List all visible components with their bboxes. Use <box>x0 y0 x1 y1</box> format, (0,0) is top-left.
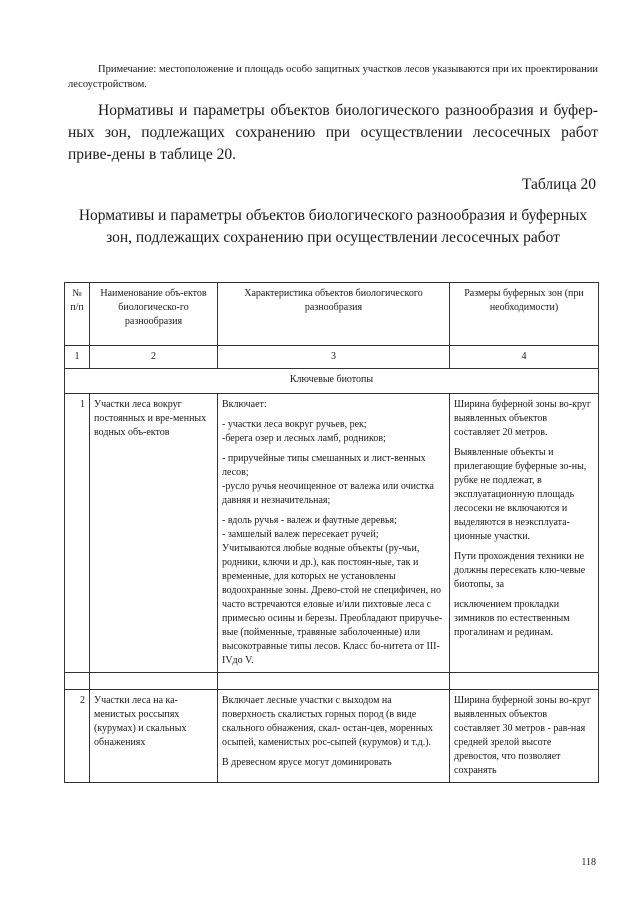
header-buffer-size: Размеры буферных зон (при необходимости) <box>450 283 599 346</box>
size-line: Ширина буферной зоны во-круг выявленных объектов составляет 20 метров. <box>454 399 591 438</box>
char-line: - замшелый валеж пересекает ручей; <box>222 529 379 540</box>
table-row <box>65 690 599 783</box>
intro-paragraph: Нормативы и параметры объектов биологического разнообразия и буфер-ных зон, подлежащих сохранению при осуществлении лесосечных работ приве-дены в таблице 20. <box>68 102 598 163</box>
size-line: Пути прохождения техники не должны пересекать клю-чевые биотопы, за <box>454 551 586 590</box>
row-separator <box>65 673 599 690</box>
char-line: Включает: <box>222 399 267 410</box>
char-line: В древесном ярусе могут доминировать <box>222 757 392 768</box>
row-characteristic <box>218 690 450 783</box>
header-num: № п/п <box>65 283 90 346</box>
char-line: -русло ручья неочищенное от валежа или очистка давняя и незначительная; <box>222 481 434 506</box>
row-buffer-size <box>450 394 599 673</box>
char-line: - участки леса вокруг ручьев, рек; <box>222 419 367 430</box>
char-line: Включает лесные участки с выходом на поверхность скалистых горных пород (в виде скального обнажения, скал- остан-цев, моренных осыпей, каменистых рос-сыпей (курумов) и т.д.). <box>222 695 433 748</box>
col-number: 3 <box>218 346 450 369</box>
table-row <box>65 394 599 673</box>
col-number: 1 <box>65 346 90 369</box>
column-number-row <box>65 346 599 369</box>
section-title: Ключевые биотопы <box>65 369 599 394</box>
char-line: -берега озер и лесных ламб, родников; <box>222 433 386 444</box>
note-text: Примечание: местоположение и площадь особо защитных участков лесов указываются при их проектировании лесоустройством. <box>68 64 598 90</box>
size-line: исключением прокладки зимников по естественным прогалинам и рединам. <box>454 599 570 638</box>
col-number: 4 <box>450 346 599 369</box>
header-name: Наименование объ-ектов биологическо-го разнообразия <box>90 283 218 346</box>
size-line: Ширина буферной зоны во-круг выявленных объектов составляет 30 метров - рав-ная средней зрелой высоте древостоя, что позволяет сохранять <box>454 695 591 776</box>
row-buffer-size <box>450 690 599 783</box>
row-num: 2 <box>65 690 90 783</box>
row-num: 1 <box>65 394 90 673</box>
table-header-row <box>65 283 599 346</box>
page-number: 118 <box>581 857 596 868</box>
table-label: Таблица 20 <box>521 176 596 193</box>
row-characteristic <box>218 394 450 673</box>
row-name: Участки леса вокруг постоянных и вре-менных водных объ-ектов <box>90 394 218 673</box>
char-line: Учитываются любые водные объекты (ру-чьи, родники, ключи и др.), как постоян-ные, так и временные, для которых не установлены водоохранные зоны. Древо-стой не специфичен, но часто встречаются еловые и/или пихтовые леса с примесью осины и березы. Преобладают приручье-вые (пойменные, травяные заболоченные) или высокотравные типы лесов. Класс бо-нитета от III-IVдо V. <box>222 543 443 666</box>
char-line: - приручейные типы смешанных и лист-венных лесов; <box>222 453 426 478</box>
col-number: 2 <box>90 346 218 369</box>
header-characteristic: Характеристика объектов биологического разнообразия <box>218 283 450 346</box>
row-name: Участки леса на ка-менистых россыпях (курумах) и скальных обнажениях <box>90 690 218 783</box>
biodiversity-table <box>64 282 599 783</box>
section-row <box>65 369 599 394</box>
table-title: Нормативы и параметры объектов биологического разнообразия и буферных зон, подлежащих сохранению при осуществлении лесосечных работ <box>78 207 588 246</box>
size-line: Выявленные объекты и прилегающие буферные зо-ны, рубке не подлежат, в эксплуатационную площадь лесосеки не включаются и выделяются в неэксплуата-ционные участки. <box>454 447 587 542</box>
char-line: - вдоль ручья - валеж и фаутные деревья; <box>222 515 397 526</box>
